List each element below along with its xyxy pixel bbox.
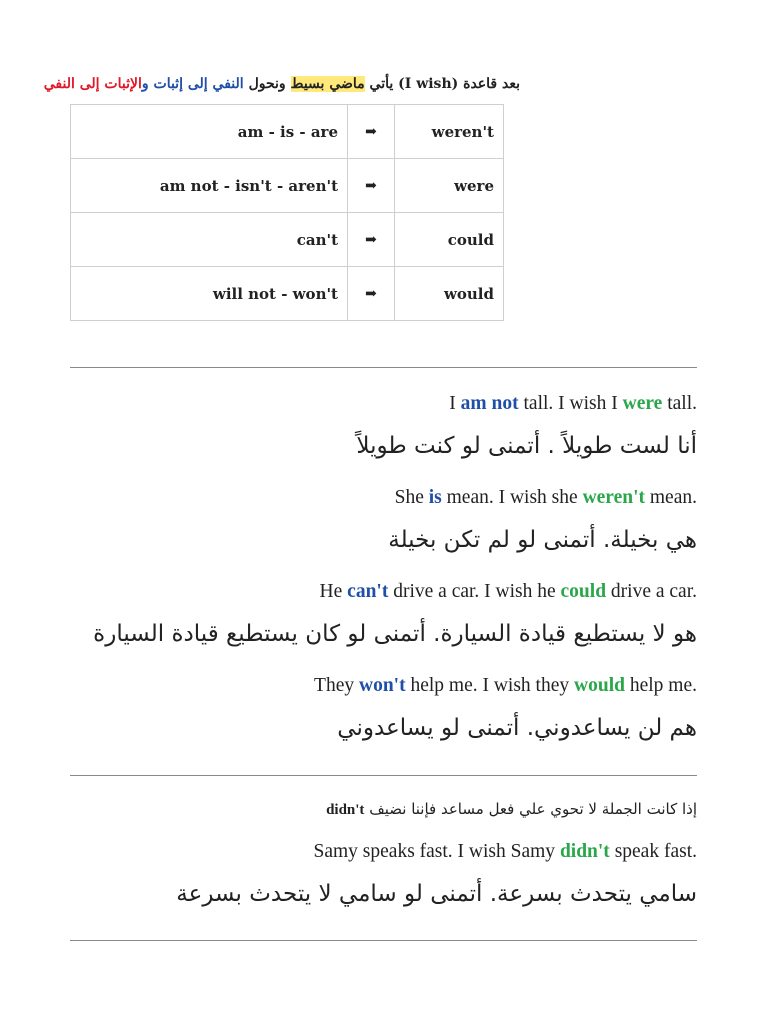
arrow-icon: ➡ — [348, 105, 395, 159]
divider — [70, 367, 697, 368]
example-english — [449, 393, 697, 415]
example-english — [320, 581, 697, 603]
rule-heading — [44, 76, 520, 92]
example-arabic: هو لا يستطيع قيادة السيارة. أتمنى لو كان يستطيع قيادة السيارة — [93, 621, 697, 647]
row-to: would — [395, 267, 504, 321]
rule-neg-to-pos: النفي إلى إثبات — [153, 76, 244, 92]
positive-word: weren't — [582, 487, 646, 508]
table-row — [71, 105, 504, 159]
text-part: help me. — [624, 675, 697, 696]
text-part: They — [314, 675, 359, 696]
arrow-icon: ➡ — [348, 213, 395, 267]
negative-word: am not — [460, 393, 519, 414]
rule-tense-highlight: ماضي بسيط — [290, 76, 365, 92]
positive-word: could — [560, 581, 607, 602]
text-part: tall. I wish I — [518, 393, 623, 414]
rule-conj: ونحول — [248, 76, 286, 92]
note-word: didn't — [326, 802, 365, 818]
example-english — [314, 675, 697, 697]
positive-word: were — [622, 393, 663, 414]
row-to: could — [395, 213, 504, 267]
text-part: I — [449, 393, 461, 414]
row-from: will not - won't — [71, 267, 348, 321]
rule-pos-to-neg: الإثبات إلى النفي — [43, 76, 142, 92]
rule-keyword: (I wish) — [398, 76, 459, 92]
positive-word: would — [574, 675, 625, 696]
final-example-arabic: سامي يتحدث بسرعة. أتمنى لو سامي لا يتحدث بسرعة — [176, 881, 697, 907]
text-part: drive a car. I wish he — [388, 581, 561, 602]
arrow-icon: ➡ — [348, 267, 395, 321]
negative-word: can't — [347, 581, 389, 602]
negative-word: won't — [358, 675, 406, 696]
example-arabic: هم لن يساعدوني. أتمنى لو يساعدوني — [337, 715, 697, 741]
rule-verb: يأتي — [369, 76, 394, 92]
conversion-table — [70, 104, 504, 321]
text-part: help me. I wish they — [405, 675, 575, 696]
didnt-note — [326, 800, 697, 819]
table-row — [71, 159, 504, 213]
example-arabic: هي بخيلة. أتمنى لو لم تكن بخيلة — [388, 527, 697, 553]
arrow-icon: ➡ — [348, 159, 395, 213]
row-to: were — [395, 159, 504, 213]
note-text: إذا كانت الجملة لا تحوي علي فعل مساعد فإننا نضيف — [369, 800, 697, 818]
text-part: Samy speaks fast. I wish Samy — [313, 841, 560, 862]
example-english — [395, 487, 697, 509]
positive-word: didn't — [559, 841, 610, 862]
row-to: weren't — [395, 105, 504, 159]
text-part: He — [319, 581, 348, 602]
text-part: mean. — [645, 487, 697, 508]
divider — [70, 940, 697, 941]
row-from: can't — [71, 213, 348, 267]
row-from: am - is - are — [71, 105, 348, 159]
text-part: mean. I wish she — [441, 487, 583, 508]
table-row — [71, 267, 504, 321]
final-example-english — [314, 841, 698, 863]
rule-and: و — [141, 76, 149, 92]
text-part: speak fast. — [609, 841, 697, 862]
text-part: tall. — [662, 393, 697, 414]
rule-prefix: بعد قاعدة — [463, 76, 520, 92]
negative-word: is — [428, 487, 442, 508]
divider — [70, 775, 697, 776]
text-part: drive a car. — [606, 581, 697, 602]
example-arabic: أنا لست طويلاً . أتمنى لو كنت طويلاً — [356, 433, 697, 459]
row-from: am not - isn't - aren't — [71, 159, 348, 213]
table-row — [71, 213, 504, 267]
text-part: She — [394, 487, 429, 508]
